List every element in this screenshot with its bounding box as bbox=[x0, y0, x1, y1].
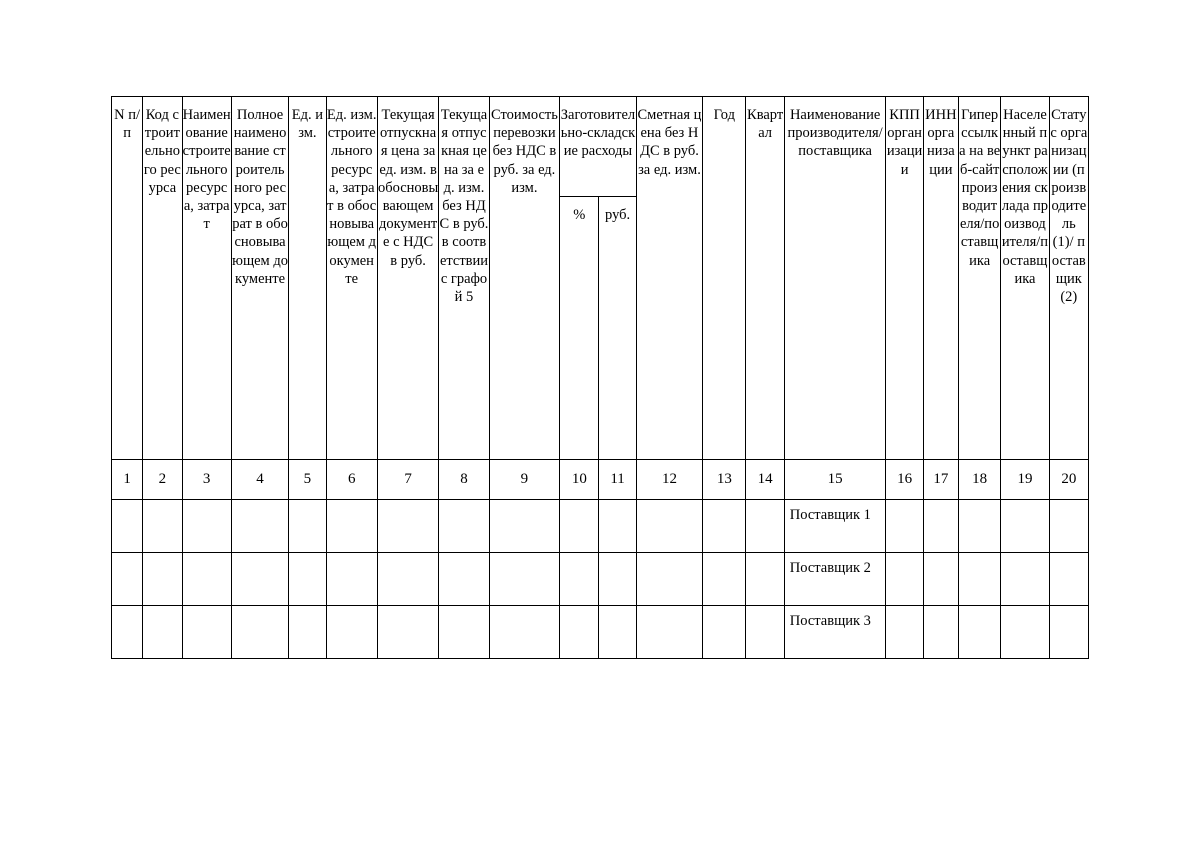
empty-cell bbox=[231, 553, 288, 606]
header-cell-resource-name: Наименование строительного ресурса, затрат bbox=[182, 97, 231, 460]
empty-cell bbox=[560, 500, 599, 553]
column-number-cell: 11 bbox=[599, 460, 636, 500]
empty-cell bbox=[439, 500, 489, 553]
empty-cell bbox=[886, 500, 923, 553]
empty-cell bbox=[958, 500, 1000, 553]
supplier-name-cell: Поставщик 3 bbox=[784, 606, 886, 659]
header-cell-estimate-price: Сметная цена без НДС в руб. за ед. изм. bbox=[636, 97, 702, 460]
empty-cell bbox=[703, 500, 746, 553]
column-number-cell: 18 bbox=[958, 460, 1000, 500]
empty-cell bbox=[599, 500, 636, 553]
empty-cell bbox=[112, 606, 143, 659]
column-number-cell: 17 bbox=[923, 460, 958, 500]
subheader-cell-rub: руб. bbox=[599, 197, 636, 460]
header-cell-unit: Ед. изм. bbox=[289, 97, 326, 460]
header-cell-hyperlink: Гиперссылка на веб-сайт производителя/поставщика bbox=[958, 97, 1000, 460]
column-number-cell: 16 bbox=[886, 460, 923, 500]
header-cell-resource-code: Код строительного ресурса bbox=[143, 97, 182, 460]
header-cell-full-name: Полное наименование строительного ресурса, затрат в обосновывающем документе bbox=[231, 97, 288, 460]
empty-cell bbox=[746, 553, 784, 606]
column-number-cell: 2 bbox=[143, 460, 182, 500]
empty-cell bbox=[289, 500, 326, 553]
empty-cell bbox=[636, 500, 702, 553]
empty-cell bbox=[1001, 500, 1049, 553]
empty-cell bbox=[636, 553, 702, 606]
table-row bbox=[112, 500, 1089, 553]
column-number-cell: 4 bbox=[231, 460, 288, 500]
header-cell-npp: N п/п bbox=[112, 97, 143, 460]
empty-cell bbox=[112, 553, 143, 606]
empty-cell bbox=[560, 606, 599, 659]
empty-cell bbox=[439, 553, 489, 606]
column-number-cell: 14 bbox=[746, 460, 784, 500]
table-row bbox=[112, 553, 1089, 606]
empty-cell bbox=[746, 500, 784, 553]
empty-cell bbox=[289, 553, 326, 606]
empty-cell bbox=[703, 553, 746, 606]
table-row bbox=[112, 606, 1089, 659]
empty-cell bbox=[958, 553, 1000, 606]
empty-cell bbox=[326, 606, 377, 659]
subheader-cell-percent: % bbox=[560, 197, 599, 460]
empty-cell bbox=[182, 606, 231, 659]
column-number-cell: 19 bbox=[1001, 460, 1049, 500]
empty-cell bbox=[231, 606, 288, 659]
column-number-row bbox=[112, 460, 1089, 500]
column-number-cell: 9 bbox=[489, 460, 560, 500]
empty-cell bbox=[636, 606, 702, 659]
column-number-cell: 3 bbox=[182, 460, 231, 500]
empty-cell bbox=[377, 500, 438, 553]
empty-cell bbox=[112, 500, 143, 553]
empty-cell bbox=[599, 606, 636, 659]
empty-cell bbox=[1049, 606, 1088, 659]
column-number-cell: 10 bbox=[560, 460, 599, 500]
empty-cell bbox=[289, 606, 326, 659]
header-cell-supplier-name: Наименование производителя/поставщика bbox=[784, 97, 886, 460]
empty-cell bbox=[599, 553, 636, 606]
header-cell-year: Год bbox=[703, 97, 746, 460]
empty-cell bbox=[143, 606, 182, 659]
header-cell-storage-costs: Заготовительно-складские расходы bbox=[560, 97, 637, 197]
header-cell-price-without-vat: Текущая отпускная цена за ед. изм. без НДС в руб. в соответствии с графой 5 bbox=[439, 97, 489, 460]
header-row bbox=[112, 97, 1089, 197]
column-number-cell: 5 bbox=[289, 460, 326, 500]
header-cell-doc-unit: Ед. изм. строительного ресурса, затрат в обосновывающем документе bbox=[326, 97, 377, 460]
empty-cell bbox=[560, 553, 599, 606]
empty-cell bbox=[231, 500, 288, 553]
column-number-cell: 6 bbox=[326, 460, 377, 500]
empty-cell bbox=[1001, 606, 1049, 659]
column-number-cell: 12 bbox=[636, 460, 702, 500]
empty-cell bbox=[489, 500, 560, 553]
empty-cell bbox=[746, 606, 784, 659]
empty-cell bbox=[143, 500, 182, 553]
column-number-cell: 15 bbox=[784, 460, 886, 500]
empty-cell bbox=[489, 606, 560, 659]
empty-cell bbox=[886, 606, 923, 659]
column-number-cell: 20 bbox=[1049, 460, 1088, 500]
empty-cell bbox=[182, 553, 231, 606]
supplier-name-cell: Поставщик 1 bbox=[784, 500, 886, 553]
empty-cell bbox=[1049, 500, 1088, 553]
header-cell-price-with-vat: Текущая отпускная цена за ед. изм. в обосновывающем документе с НДС в руб. bbox=[377, 97, 438, 460]
supplier-name-cell: Поставщик 2 bbox=[784, 553, 886, 606]
empty-cell bbox=[326, 553, 377, 606]
empty-cell bbox=[886, 553, 923, 606]
empty-cell bbox=[703, 606, 746, 659]
empty-cell bbox=[923, 606, 958, 659]
header-cell-quarter: Квартал bbox=[746, 97, 784, 460]
header-cell-transport-cost: Стоимость перевозки без НДС в руб. за ед. изм. bbox=[489, 97, 560, 460]
empty-cell bbox=[1001, 553, 1049, 606]
column-number-cell: 13 bbox=[703, 460, 746, 500]
empty-cell bbox=[923, 553, 958, 606]
empty-cell bbox=[958, 606, 1000, 659]
empty-cell bbox=[377, 606, 438, 659]
empty-cell bbox=[923, 500, 958, 553]
empty-cell bbox=[439, 606, 489, 659]
price-table bbox=[111, 96, 1089, 659]
column-number-cell: 1 bbox=[112, 460, 143, 500]
empty-cell bbox=[326, 500, 377, 553]
column-number-cell: 7 bbox=[377, 460, 438, 500]
column-number-cell: 8 bbox=[439, 460, 489, 500]
empty-cell bbox=[1049, 553, 1088, 606]
header-cell-org-status: Статус организации (производитель (1)/ поставщик (2) bbox=[1049, 97, 1088, 460]
header-cell-inn: ИНН организации bbox=[923, 97, 958, 460]
empty-cell bbox=[489, 553, 560, 606]
empty-cell bbox=[143, 553, 182, 606]
empty-cell bbox=[377, 553, 438, 606]
header-cell-warehouse-location: Населенный пункт расположения склада производителя/поставщика bbox=[1001, 97, 1049, 460]
header-cell-kpp: КПП организации bbox=[886, 97, 923, 460]
empty-cell bbox=[182, 500, 231, 553]
